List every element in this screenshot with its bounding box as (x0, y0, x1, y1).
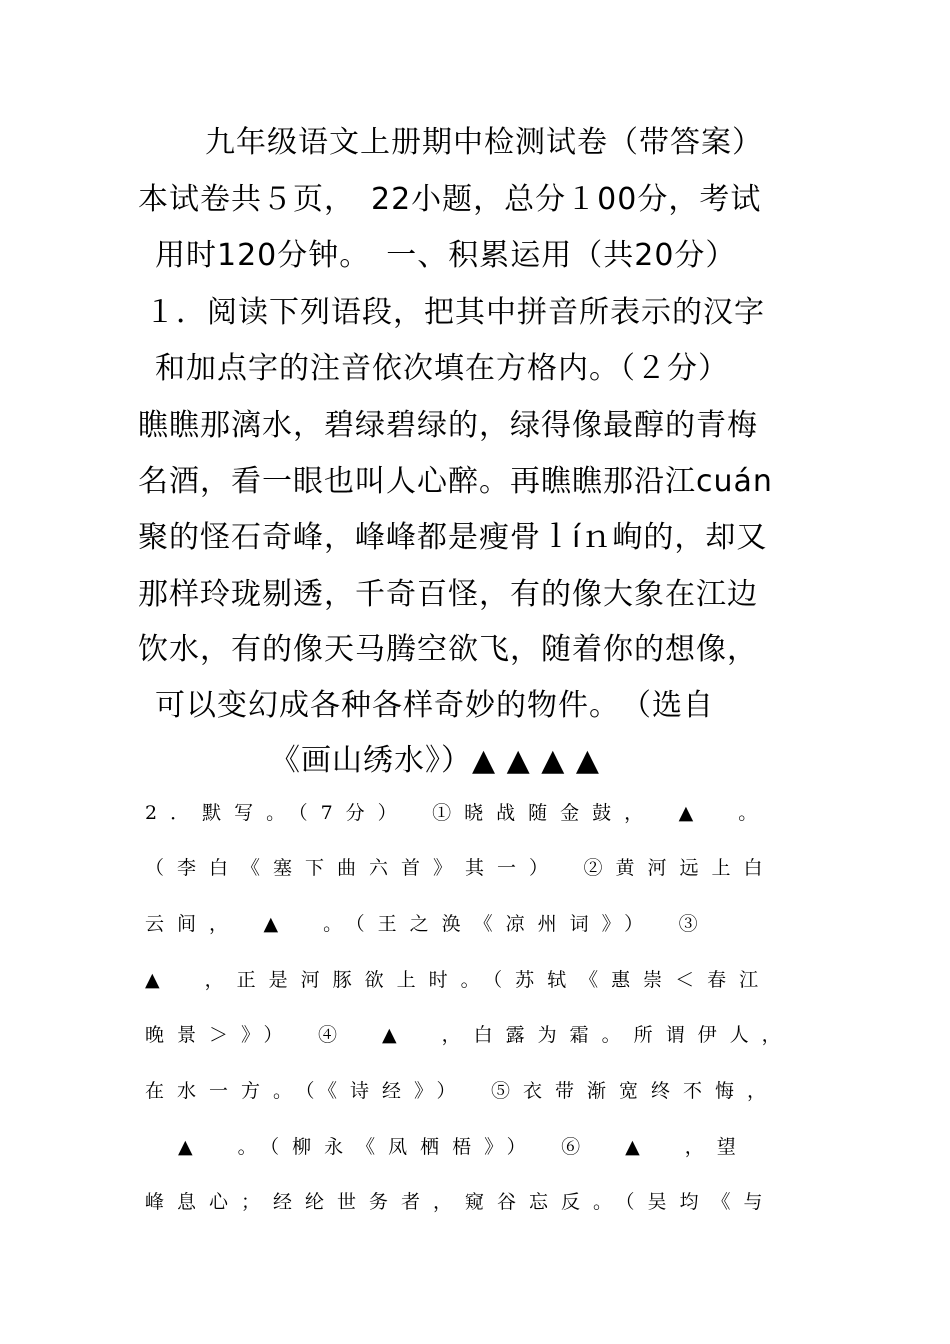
q1-line (0, 293, 950, 333)
q1-line-text: 聚的怪石奇峰，峰峰都是瘦骨ｌíｎ峋的，却又 (138, 520, 768, 555)
q1-line (0, 741, 950, 781)
q1-line-text: １．阅读下列语段，把其中拼音所表示的汉字 (145, 295, 765, 330)
q1-line (0, 349, 950, 389)
intro-line (0, 180, 950, 220)
q2-line-text: 2．默写。（7分） ①晓战随金鼓， ▲ 。 (145, 802, 771, 824)
document-title-text: 九年级语文上册期中检测试卷（带答案） (205, 125, 763, 160)
q1-line (0, 518, 950, 558)
q2-line (0, 1076, 950, 1106)
q1-line-text: 可以变幻成各种各样奇妙的物件。 （选自 (155, 688, 714, 723)
q2-line (0, 909, 950, 939)
q1-line (0, 686, 950, 726)
q1-line-text: 名酒，看一眼也叫人心醉。再瞧瞧那沿江cuán (138, 464, 773, 499)
q2-line-text: 晚景＞》） ④ ▲ ，白露为霜。所谓伊人， (145, 1024, 794, 1046)
q1-line (0, 575, 950, 615)
q2-line-text: （李白《塞下曲六首》其一） ②黄河远上白 (145, 857, 776, 879)
q2-line (0, 798, 950, 828)
q1-line (0, 630, 950, 670)
q1-line-text: 那样玲珑剔透，千奇百怪，有的像大象在江边 (138, 577, 758, 612)
q1-line-text: 瞧瞧那漓水，碧绿碧绿的，绿得像最醇的青梅 (138, 408, 758, 443)
q2-line-text: ▲ ，正是河豚欲上时。（苏轼《惠崇＜春江 (145, 969, 772, 991)
q2-line-text: 云间， ▲ 。（王之涣《凉州词》） ③ (145, 913, 711, 935)
q2-line (0, 853, 950, 883)
q1-line-text: 《画山绣水》）▲ ▲ ▲ ▲ (270, 743, 600, 778)
intro-line-text: 本试卷共５页， 22小题，总分１00分，考试 (138, 182, 762, 217)
intro-line-text: 用时120分钟。 一、积累运用（共20分） (155, 238, 737, 273)
q2-line (0, 1020, 950, 1050)
q2-line-text: 在水一方。（《诗经》） ⑤衣带渐宽终不悔， (145, 1080, 780, 1102)
q1-line (0, 406, 950, 446)
q2-line (0, 965, 950, 995)
document-title (0, 123, 950, 163)
q2-line (0, 1132, 950, 1162)
q1-line-text: 饮水，有的像天马腾空欲飞，随着你的想像， (138, 632, 758, 667)
q2-line-text: ▲ 。（柳永《凤栖梧》） ⑥ ▲ ，望 (178, 1136, 749, 1158)
q1-line-text: 和加点字的注音依次填在方格内。（２分） (155, 351, 729, 386)
intro-line (0, 236, 950, 276)
q1-line (0, 462, 950, 502)
q2-line-text: 峰息心；经纶世务者，窥谷忘反。（吴均《与 (145, 1191, 776, 1213)
q2-line (0, 1187, 950, 1217)
